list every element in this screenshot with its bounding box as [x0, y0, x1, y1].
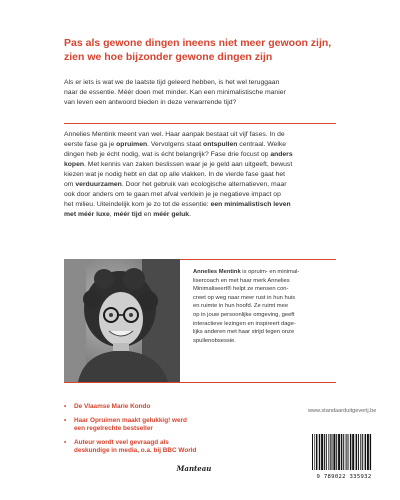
bio-line [193, 268, 343, 277]
emphasis-text: verduurzamen [75, 181, 122, 188]
text-run: . [189, 211, 191, 218]
text-run: . Door het gebruik van ecologische alternatieven, maar [121, 181, 287, 188]
text-run: , [109, 211, 114, 218]
intro-line: naar de essentie. Méér doen met minder. Kan een minimalistische manier [64, 89, 286, 96]
bio-line [193, 337, 343, 346]
highlight-text: een regelrechte bestseller [74, 425, 153, 433]
text-run: lijks anderen met haar strijd tegen onze [193, 329, 295, 336]
highlight-text: Auteur wordt veel gevraagd als [74, 438, 169, 446]
bio-line [193, 302, 343, 311]
intro-line: Als er iets is wat we de laatste tijd geleerd hebben, is het wel teruggaan [64, 79, 280, 86]
emphasis-text: méér luxe [77, 211, 110, 218]
emphasis-text: anders [270, 151, 293, 158]
emphasis-text: méér tijd [113, 211, 142, 218]
text-run: lisercoach en met haar merk Annelies [193, 277, 290, 284]
emphasis-text: méér geluk [153, 211, 190, 218]
text-run: en ruimte in hun hoofd. Ze ruimt mee [193, 303, 289, 310]
headline-line: Pas als gewone dingen ineens niet meer gewoon zijn, [64, 37, 332, 49]
text-run: Annelies Mentink meent van wel. Haar aanpak bestaat uit vijf fases. In de [64, 131, 285, 138]
bio-line [193, 285, 343, 294]
bullet-dot-icon: • [64, 403, 67, 410]
highlight-item [64, 403, 254, 412]
highlight-text: deskundige in media, o.a. bij BBC World [74, 447, 197, 455]
body-line [64, 210, 344, 220]
body-line [64, 160, 344, 170]
publisher-logo: Manteau [176, 464, 212, 473]
highlights-list [64, 403, 254, 461]
text-run: . Met kennis van zaken beslissen waar je je geld aan uitgeeft, bewust [84, 161, 293, 168]
body-line [64, 190, 344, 200]
emphasis-text: kopen [64, 161, 85, 168]
text-run: interactieve lezingen en inspireert dage- [193, 320, 296, 327]
author-portrait-photo [64, 259, 180, 382]
text-run: is opruim- en minimal- [240, 269, 300, 275]
divider-bottom [64, 382, 336, 383]
text-run: dingen heb je écht nodig, wat is écht belangrijk? Fase drie focust op [64, 151, 271, 158]
emphasis-text: met [64, 211, 78, 218]
body-line [64, 130, 344, 140]
isbn-number: 9 789022 335932 [316, 474, 372, 480]
text-run: centraal. Welke [237, 141, 287, 148]
text-run: om [64, 181, 76, 188]
author-photo-graphic [64, 259, 180, 382]
text-run: eerste fase ga je [64, 141, 117, 148]
body-line [64, 170, 344, 180]
bullet-dot-icon: • [64, 416, 67, 424]
barcode [310, 434, 378, 480]
text-run: Minimaliseert® helpt ze mensen con- [193, 286, 289, 293]
bio-line [193, 320, 343, 329]
text-run: op in jouw persoonlijke omgeving, geeft [193, 311, 295, 318]
headline-line: zien we hoe bijzonder gewone dingen zijn [64, 51, 273, 63]
text-run: kiezen wat je nodig hebt en dat op alle vlakken. In de vierde fase gaat het [64, 171, 286, 178]
bio-line [193, 311, 343, 320]
body-line [64, 200, 344, 210]
text-run: ook door anders om te gaan met afval verklein je je negatieve impact op [64, 191, 281, 198]
highlight-item [64, 417, 254, 434]
text-run: spullenobsessie. [193, 337, 236, 344]
headline [64, 36, 364, 64]
text-run: . Vervolgens staat [147, 141, 204, 148]
text-run: en [141, 211, 154, 218]
highlight-text: Haar Opruimen maakt gelukkig! werd [74, 416, 187, 424]
highlight-text: De Vlaamse Marie Kondo [74, 403, 151, 410]
barcode-graphic [310, 434, 378, 472]
intro-line: van leven een antwoord bieden in deze verwarrende tijd? [64, 99, 237, 106]
body-line [64, 150, 344, 160]
bio-line [193, 294, 343, 303]
emphasis-text: een minimalistisch leven [210, 201, 291, 208]
body-paragraph [64, 130, 344, 220]
publisher-website: www.standaarduitgeverij.be [308, 408, 377, 414]
author-bio [193, 268, 343, 345]
emphasis-text: ontspullen [203, 141, 238, 148]
text-run: het milieu. Uiteindelijk kom je zo tot de essentie: [64, 201, 211, 208]
body-line [64, 180, 344, 190]
highlight-item [64, 439, 254, 456]
emphasis-text: Annelies Mentink [193, 269, 241, 275]
intro-paragraph [64, 78, 344, 108]
body-line [64, 140, 344, 150]
divider-top [64, 123, 336, 124]
emphasis-text: opruimen [116, 141, 148, 148]
bullet-dot-icon: • [64, 438, 67, 446]
text-run: creet op weg naar meer rust in hun huis [193, 294, 296, 301]
bio-line [193, 277, 343, 286]
bio-line [193, 328, 343, 337]
